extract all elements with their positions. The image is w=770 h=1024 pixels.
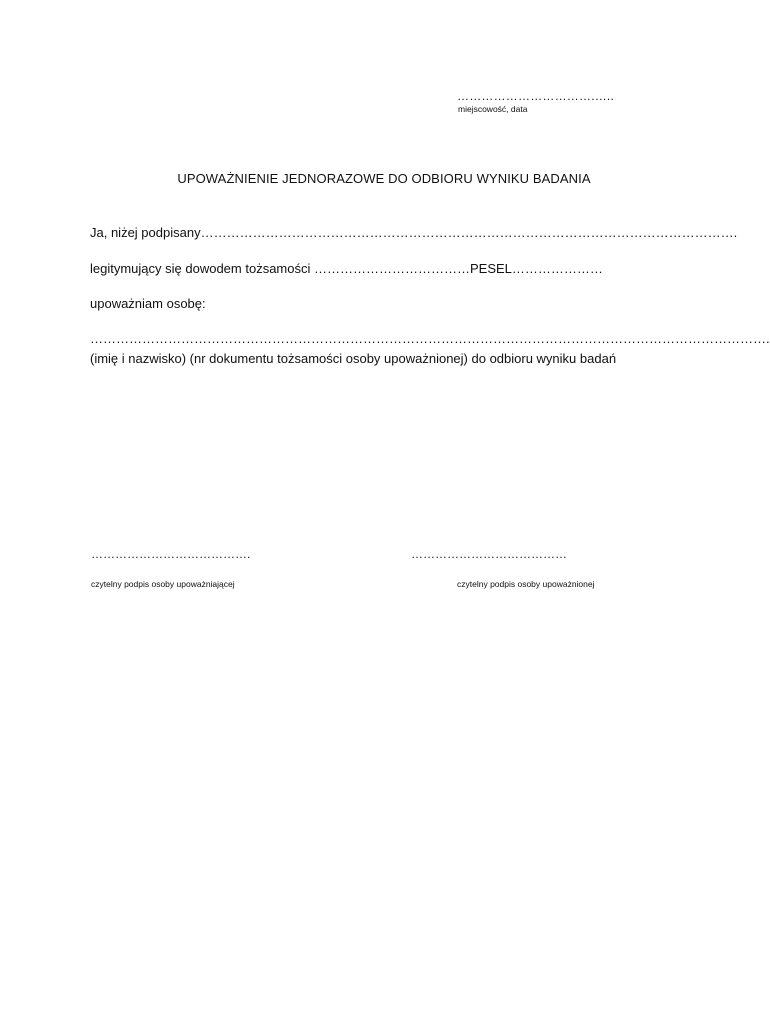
document-title: UPOWAŻNIENIE JEDNORAZOWE DO ODBIORU WYNIKU BADANIA: [177, 171, 591, 186]
place-date-line: …………………………….…..: [457, 89, 615, 103]
identity-document-line: legitymujący się dowodem tożsamości ………………………………PESEL…………………: [90, 261, 603, 276]
authorized-signature-line: …………………………………: [411, 547, 567, 561]
place-date-caption: miejscowość, data: [458, 104, 528, 114]
authorizing-signature-caption: czytelny podpis osoby upoważniającej: [91, 579, 235, 589]
authorizing-signature-line: ………………………………….: [91, 547, 251, 561]
authorized-person-fill-line: ………………………………………………………………………………………………………………………………………….: [90, 331, 770, 346]
authorize-person-label: upoważniam osobę:: [90, 296, 206, 311]
authorized-signature-caption: czytelny podpis osoby upoważnionej: [457, 579, 595, 589]
authorized-person-caption: (imię i nazwisko) (nr dokumentu tożsamości osoby upoważnionej) do odbioru wyniku badań: [90, 351, 617, 366]
signatory-line: Ja, niżej podpisany…………………………………………………………………………………………………………….: [90, 225, 738, 240]
